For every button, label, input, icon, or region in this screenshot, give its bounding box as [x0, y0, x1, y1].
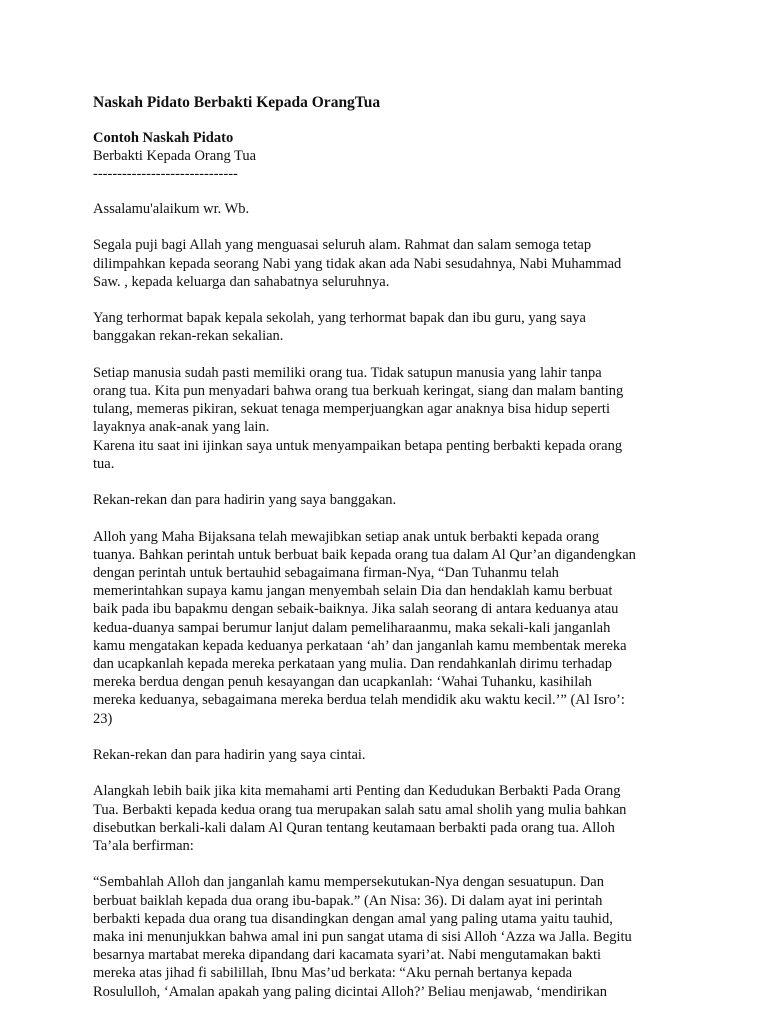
text-line: dengan perintah untuk bertauhid sebagaimana firman-Nya, “Dan Tuhanmu telah	[93, 564, 559, 581]
text-line: mereka berdua dengan penuh kesayangan dan ucapkanlah: ‘Wahai Tuhanku, kasihilah	[93, 674, 592, 691]
paragraph	[93, 873, 688, 1000]
text-line: kamu mengatakan kepada keduanya perkataan ‘ah’ dan janganlah kamu membentak mereka	[93, 637, 627, 654]
text-line: maka ini menunjukkan bahwa amal ini pun sangat utama di sisi Alloh ‘Azza wa Jalla. Begitu	[93, 929, 632, 945]
paragraph	[93, 782, 688, 855]
text-line: memerintahkan supaya kamu jangan menyembah selain Dia dan hendaklah kamu berbuat	[93, 583, 613, 600]
text-line: orang tua. Kita pun menyadari bahwa orang tua berkuah keringat, siang dan malam banting	[93, 382, 624, 399]
text-line: tulang, memeras pikiran, sekuat tenaga memperjuangkan agar anaknya bisa hidup seperti	[93, 401, 610, 418]
text-line: disebutkan berkali-kali dalam Al Quran tentang keutamaan berbakti pada orang tua. Alloh	[93, 819, 615, 836]
text-line: dilimpahkan kepada seorang Nabi yang tidak akan ada Nabi sesudahnya, Nabi Muhammad	[93, 255, 622, 272]
text-line: kedua-duanya sampai berumur lanjut dalam pemeliharaanmu, maka sekali-kali janganlah	[93, 619, 611, 636]
text-line: Rosululloh, ‘Amalan apakah yang paling dicintai Alloh?’ Beliau menjawab, ‘mendirikan	[93, 983, 607, 1000]
text-line: besarnya martabat mereka dipandang dari kacamata syari’at. Nabi mengutamakan bakti	[93, 947, 602, 964]
text-line: mereka atas jihad fi sabilillah, Ibnu Mas’ud berkata: “Aku pernah bertanya kepada	[93, 965, 573, 982]
text-line: tuanya. Bahkan perintah untuk berbuat baik kepada orang tua dalam Al Qur’an digandengkan	[93, 546, 636, 563]
divider-line: ------------------------------	[93, 166, 238, 182]
text-line: Alangkah lebih baik jika kita memahami arti Penting dan Kedudukan Berbakti Pada Orang	[93, 783, 621, 800]
text-line: Assalamu'alaikum wr. Wb.	[93, 201, 250, 217]
paragraph-gap	[93, 291, 688, 309]
text-line: 23)	[93, 710, 113, 727]
text-line: mereka keduanya, sebagaimana mereka berdua telah mendidik aku waktu kecil.’” (Al Isro’:	[93, 692, 625, 709]
text-line: Setiap manusia sudah pasti memiliki orang tua. Tidak satupun manusia yang lahir tanpa	[93, 364, 602, 381]
paragraph-gap	[93, 473, 688, 491]
text-line: tua.	[93, 455, 115, 472]
paragraph	[93, 309, 688, 345]
document-subtitle: Contoh Naskah Pidato	[93, 130, 234, 146]
paragraph-gap	[93, 728, 688, 746]
paragraph	[93, 200, 688, 218]
text-line: Alloh yang Maha Bijaksana telah mewajibkan setiap anak untuk berbakti kepada orang	[93, 528, 600, 545]
text-line: berbuat baiklah kepada dua orang ibu-bapak.” (An Nisa: 36). Di dalam ayat ini perintah	[93, 892, 603, 909]
text-line: Karena itu saat ini ijinkan saya untuk menyampaikan betapa penting berbakti kepada orang	[93, 437, 623, 454]
text-line: “Sembahlah Alloh dan janganlah kamu mempersekutukan-Nya dengan sesuatupun. Dan	[93, 874, 604, 891]
document-body	[93, 200, 688, 1001]
paragraph	[93, 491, 688, 509]
text-line: Saw. , kepada keluarga dan sahabatnya seluruhnya.	[93, 273, 390, 290]
text-line: Tua. Berbakti kepada kedua orang tua merupakan salah satu amal sholih yang mulia bahkan	[93, 801, 627, 818]
paragraph-gap	[93, 764, 688, 782]
paragraph	[93, 528, 688, 728]
text-line: Ta’ala berfirman:	[93, 838, 194, 854]
paragraph	[93, 364, 688, 473]
text-line: baik pada ibu bapakmu dengan sebaik-baiknya. Jika salah seorang di antara keduanya atau	[93, 601, 619, 618]
text-line: Yang terhormat bapak kepala sekolah, yang terhormat bapak dan ibu guru, yang saya	[93, 310, 586, 327]
text-line: Segala puji bagi Allah yang menguasai seluruh alam. Rahmat dan salam semoga tetap	[93, 237, 592, 254]
text-line: layaknya anak-anak yang lain.	[93, 419, 270, 436]
paragraph	[93, 746, 688, 764]
document-title: Naskah Pidato Berbakti Kepada OrangTua	[93, 94, 381, 111]
text-line: Rekan-rekan dan para hadirin yang saya banggakan.	[93, 492, 397, 509]
paragraph-gap	[93, 855, 688, 873]
text-line: dan ucapkanlah kepada mereka perkataan yang mulia. Dan rendahkanlah dirimu terhadap	[93, 656, 612, 672]
paragraph-gap	[93, 346, 688, 364]
paragraph	[93, 236, 688, 291]
paragraph-gap	[93, 218, 688, 236]
text-line: berbakti kepada dua orang tua disandingkan dengan amal yang paling utama yaitu tauhid,	[93, 910, 613, 927]
text-line: banggakan rekan-rekan sekalian.	[93, 328, 284, 345]
document-subheading: Berbakti Kepada Orang Tua	[93, 148, 257, 164]
text-line: Rekan-rekan dan para hadirin yang saya cintai.	[93, 747, 366, 763]
paragraph-gap	[93, 509, 688, 527]
